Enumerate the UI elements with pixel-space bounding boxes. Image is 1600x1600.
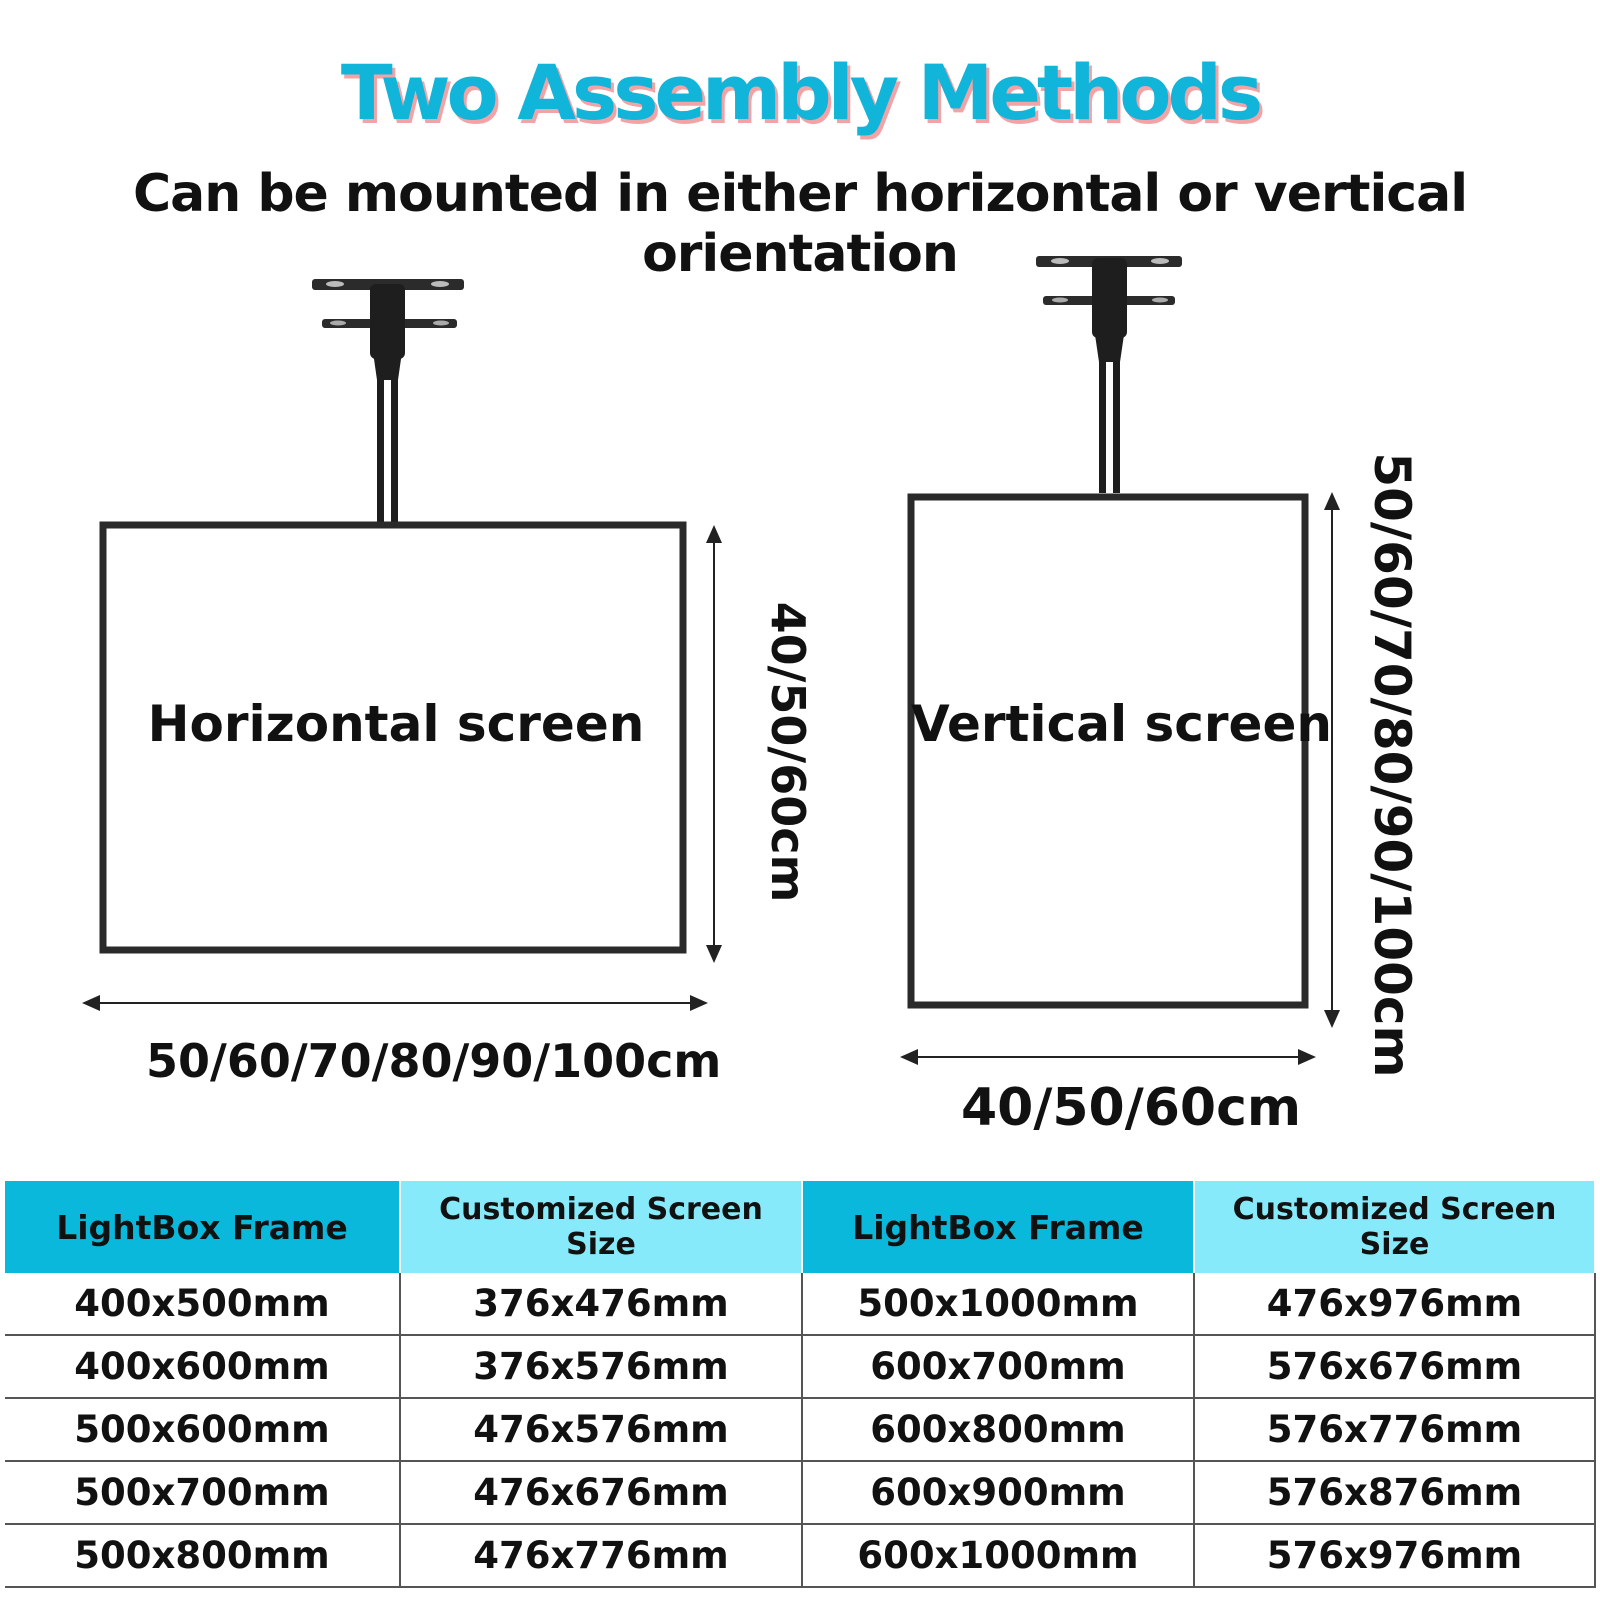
table-cell: 576x876mm (1194, 1461, 1595, 1524)
table-cell: 476x776mm (400, 1524, 802, 1587)
table-cell: 476x976mm (1194, 1273, 1595, 1335)
page-title: Two Assembly Methods (340, 48, 1260, 137)
size-table (5, 1181, 1596, 1588)
table-cell: 500x600mm (5, 1398, 400, 1461)
table-cell: 600x900mm (802, 1461, 1194, 1524)
table-cell: 400x600mm (5, 1335, 400, 1398)
vertical-height-label: 50/60/70/80/90/100cm (1363, 452, 1421, 1078)
table-row (5, 1335, 1595, 1398)
table-header: LightBox Frame (5, 1181, 400, 1273)
table-cell: 576x676mm (1194, 1335, 1595, 1398)
table-cell: 576x776mm (1194, 1398, 1595, 1461)
horizontal-mount-bracket (312, 279, 464, 523)
page-subtitle: Can be mounted in either horizontal or vertical orientation (132, 164, 1468, 284)
table-header: LightBox Frame (802, 1181, 1194, 1273)
table-row (5, 1398, 1595, 1461)
vertical-mount-bracket (1036, 256, 1182, 493)
horizontal-width-label: 50/60/70/80/90/100cm (146, 1034, 722, 1088)
table-cell: 500x800mm (5, 1524, 400, 1587)
horizontal-screen-label: Horizontal screen (147, 695, 645, 753)
vertical-screen-label: Vertical screen (911, 695, 1332, 753)
table-cell: 376x476mm (400, 1273, 802, 1335)
table-cell: 376x576mm (400, 1335, 802, 1398)
vertical-width-label: 40/50/60cm (961, 1078, 1302, 1138)
table-row (5, 1273, 1595, 1335)
table-header: Customized Screen Size (400, 1181, 802, 1273)
table-cell: 600x700mm (802, 1335, 1194, 1398)
table-cell: 400x500mm (5, 1273, 400, 1335)
table-cell: 476x576mm (400, 1398, 802, 1461)
table-cell: 600x1000mm (802, 1524, 1194, 1587)
table-header: Customized Screen Size (1194, 1181, 1595, 1273)
table-row (5, 1524, 1595, 1587)
table-cell: 600x800mm (802, 1398, 1194, 1461)
table-row (5, 1461, 1595, 1524)
table-cell: 500x700mm (5, 1461, 400, 1524)
table-header-row (5, 1181, 1595, 1273)
table-cell: 576x976mm (1194, 1524, 1595, 1587)
table-cell: 500x1000mm (802, 1273, 1194, 1335)
table-cell: 476x676mm (400, 1461, 802, 1524)
horizontal-height-label: 40/50/60cm (761, 601, 815, 903)
